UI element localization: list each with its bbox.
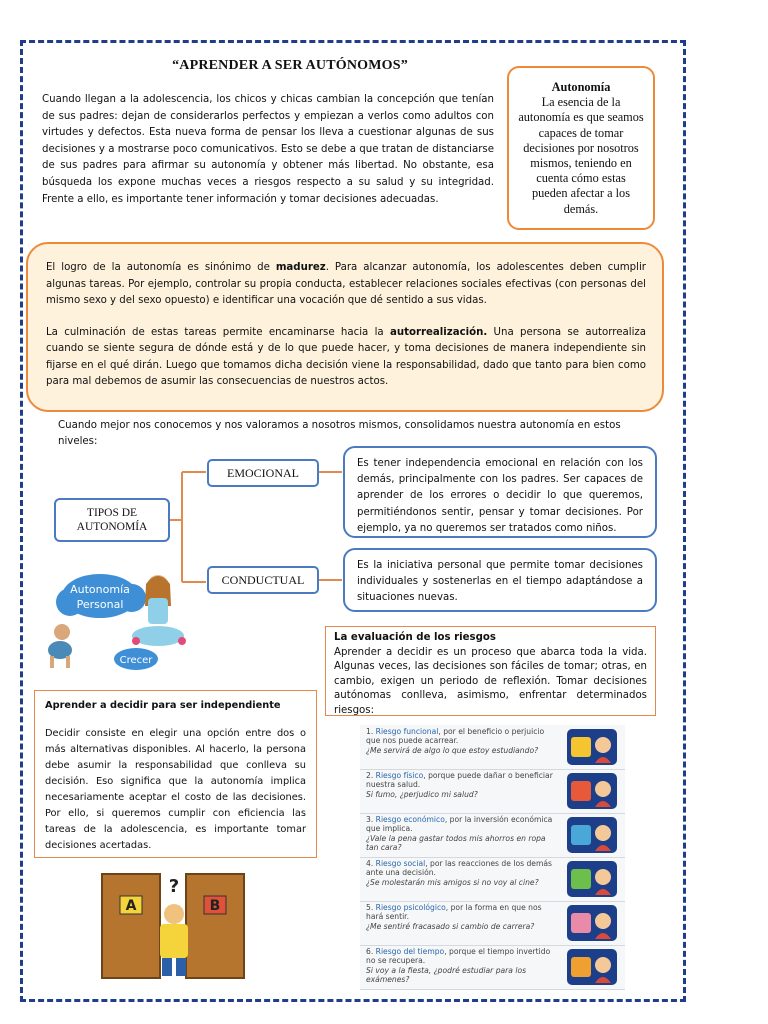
- emotional-description: Es tener independencia emocional en relación con los demás, principalmente con los padres. Ser capaces de aprender de los errores o decidir lo que queremos, permitiéndonos sentir, pensar y tomar decisiones. Por ejemplo, ya no queremos ser tratados como niños.: [343, 446, 657, 538]
- risk-text-part: 6.: [366, 947, 376, 956]
- risk-item: [360, 813, 625, 858]
- behavioral-description: Es la iniciativa personal que permite tomar decisiones individuales y sostenerlas en el tiempo adaptándose a situaciones nuevas.: [343, 548, 657, 612]
- question-mark: ?: [168, 876, 180, 897]
- risk-text-part: 5.: [366, 903, 376, 912]
- growing-illustration: [40, 566, 215, 676]
- risk-text-part: Riesgo económico: [375, 815, 445, 824]
- risk-text-part: Si voy a la fiesta, ¿podré estudiar para los exámenes?: [366, 965, 527, 985]
- risk-list: [360, 725, 625, 990]
- decide-box: [34, 690, 317, 858]
- friends-icon: [567, 861, 617, 897]
- cloud-text-1: Autonomía: [70, 583, 130, 596]
- sad-face-icon: [567, 905, 617, 941]
- door-a-label: A: [125, 898, 137, 914]
- risk-text: [366, 859, 556, 887]
- keyword-madurez: madurez: [275, 262, 326, 273]
- risk-evaluation-box: [325, 626, 656, 716]
- text-run: Una persona se autorrealiza cuando se siente segura de dónde está y de lo que puede hacer, y toma decisiones de manera independiente sin fijarse en el qué dirán. Luego que tomamos dicha decisión viene la responsabilidad, dado que tanto para bien como para mal debemos de asumir las consecuencias de nuestros actos.: [46, 326, 646, 387]
- puzzle-icon: [567, 729, 617, 765]
- decide-heading: Aprender a decidir para ser independiente: [45, 700, 281, 711]
- behavioral-node: CONDUCTUAL: [207, 566, 319, 594]
- risk-text: [366, 727, 556, 755]
- risk-text-part: ¿Se molestarán mis amigos si no voy al cine?: [366, 877, 539, 887]
- risk-item: [360, 945, 625, 990]
- risk-text-part: 1.: [366, 727, 376, 736]
- risk-item: [360, 857, 625, 902]
- cigarette-icon: [567, 773, 617, 809]
- risk-text-part: ¿Vale la pena gastar todos mis ahorros en ropa tan cara?: [366, 833, 546, 853]
- risk-text: [366, 771, 556, 799]
- intro-paragraph: Cuando llegan a la adolescencia, los chicos y chicas cambian la concepción que tenían de sus padres: dejan de considerarlos perfectos y empiezan a verlos como adultos con virtudes y defectos. Esta nueva forma de pensar los lleva a cuestionar algunas de sus decisiones y a mostrarse poco comunicativos. Esto se debe a que tratan de distanciarse de sus padres para afirmar su autonomía y obtener más libertad. No obstante, esa búsqueda los expone muchas veces a riesgos respecto a su salud y su integridad. Frente a ello, es importante tener información y tomar decisiones adecuadas.: [42, 94, 494, 205]
- levels-intro: Cuando mejor nos conocemos y nos valoramos a nosotros mismos, consolidamos nuestra autonomía en estos niveles:: [58, 420, 621, 448]
- risk-item: [360, 725, 625, 770]
- risk-item: [360, 901, 625, 946]
- grow-text: Crecer: [119, 655, 153, 666]
- door-b-label: B: [209, 898, 221, 914]
- definition-text: La esencia de la autonomía es que seamos capaces de tomar decisiones por nosotros mismos, teniendo en cuenta cómo estas pueden afectar a los demás.: [518, 95, 644, 216]
- text-run: La culminación de estas tareas permite encaminarse hacia la: [46, 326, 390, 338]
- risk-text-part: Riesgo funcional: [375, 727, 439, 736]
- risk-text-part: , por la inversión económica que implica.: [366, 815, 553, 834]
- page-title: “APRENDER A SER AUTÓNOMOS”: [172, 58, 408, 73]
- risk-text-part: 2.: [366, 771, 376, 780]
- risk-text: [366, 947, 556, 985]
- risk-text-part: 4.: [366, 859, 376, 868]
- keyword-autorrealizacion: autorrealización.: [389, 326, 488, 338]
- risk-text-part: Riesgo psicológico: [375, 903, 446, 912]
- risk-text-part: , por la forma en que nos hará sentir.: [366, 903, 542, 922]
- emotional-node: EMOCIONAL: [207, 459, 319, 487]
- risk-text-part: , porque el tiempo invertido no se recupera.: [366, 947, 551, 966]
- autonomy-types-node: TIPOS DE AUTONOMÍA: [54, 498, 170, 542]
- risk-text-part: Riesgo social: [375, 859, 426, 868]
- risk-text-part: Si fumo, ¿perjudico mi salud?: [366, 789, 478, 799]
- risk-text: [366, 815, 556, 853]
- text-run: . Para alcanzar autonomía, los adolescentes deben cumplir algunas tareas. Por ejemplo, controlar su propia conducta, establecer relaciones sociales efectivas (con personas del mismo sexo y del sexo opuesto) e identificar una vocación que dé sentido a sus vidas.: [46, 262, 646, 306]
- clock-icon: [567, 949, 617, 985]
- risk-text-part: , porque puede dañar o beneficiar nuestra salud.: [366, 771, 553, 790]
- risk-evaluation-text: Aprender a decidir es un proceso que abarca toda la vida. Algunas veces, las decisiones son fáciles de tomar; otras, en cambio, exigen un periodo de reflexión. Tomar decisiones autónomas conlleva, asimismo, enfrentar determinados riesgos:: [334, 646, 647, 716]
- risk-text-part: , por el beneficio o perjuicio que nos puede acarrear.: [366, 727, 545, 746]
- risk-text-part: ¿Me sentiré fracasado si cambio de carrera?: [366, 921, 535, 931]
- risk-text-part: , por las reacciones de los demás ante una decisión.: [366, 859, 552, 878]
- risk-text-part: 3.: [366, 815, 376, 824]
- risk-evaluation-heading: La evaluación de los riesgos: [334, 632, 496, 643]
- risk-text-part: Riesgo del tiempo: [375, 947, 445, 956]
- definition-heading: Autonomía: [551, 80, 611, 94]
- doors-illustration: [98, 870, 248, 982]
- risk-item: [360, 769, 625, 814]
- decide-text: Decidir consiste en elegir una opción entre dos o más alternativas disponibles. Al hacerlo, la persona debe asumir la responsabilidad que conlleva su decisión. Eso significa que la autonomía implica necesariamente aceptar el costo de las decisiones. Por ello, si queremos cumplir con eficiencia las tareas de la adolescencia, es importante tomar decisiones acertadas.: [45, 728, 306, 851]
- risk-text-part: Riesgo físico: [375, 771, 424, 780]
- risk-text-part: ¿Me servirá de algo lo que estoy estudiando?: [366, 745, 539, 755]
- cloud-text-2: Personal: [76, 598, 124, 611]
- risk-text: [366, 903, 556, 931]
- text-run: El logro de la autonomía es sinónimo de: [46, 262, 276, 273]
- money-icon: [567, 817, 617, 853]
